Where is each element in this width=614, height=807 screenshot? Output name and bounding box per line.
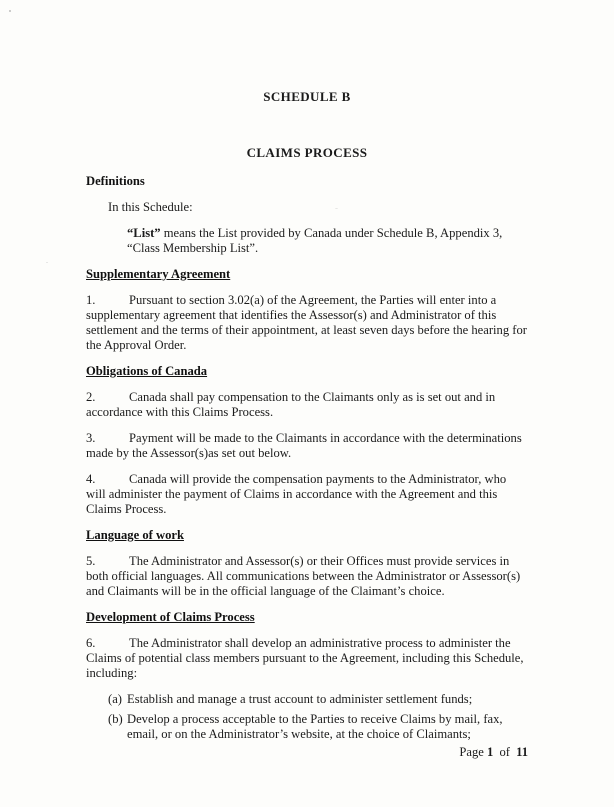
paragraph-2-text: Canada shall pay compensation to the Claimants only as is set out and in accordance with this Claims Process. — [86, 390, 496, 419]
paragraph-5 — [86, 554, 528, 599]
paragraph-4 — [86, 472, 528, 517]
footer-total-pages: 11 — [516, 745, 528, 759]
defined-term: “List” — [127, 226, 161, 240]
list-item-a — [108, 692, 528, 707]
heading-development-of-claims-process: Development of Claims Process — [86, 610, 255, 624]
paragraph-2-number: 2. — [86, 390, 96, 404]
heading-definitions: Definitions — [86, 174, 145, 188]
list-item-b-text: Develop a process acceptable to the Parties to receive Claims by mail, fax, email, or on the Administrator’s website, at the choice of Claimants; — [127, 712, 503, 741]
footer-of-label: of — [499, 745, 510, 759]
list-item-a-marker: (a) — [108, 692, 122, 706]
paragraph-5-number: 5. — [86, 554, 96, 568]
footer-page-label: Page — [459, 745, 484, 759]
paragraph-1-number: 1. — [86, 293, 96, 307]
page-number-footer — [459, 745, 528, 760]
paragraph-2 — [86, 390, 528, 420]
paragraph-4-number: 4. — [86, 472, 96, 486]
paragraph-6-text: The Administrator shall develop an administrative process to administer the Claims of potential class members pursuant to the Agreement, including this Schedule, including: — [86, 636, 524, 680]
paragraph-4-text: Canada will provide the compensation payments to the Administrator, who will administer the payment of Claims in accordance with the Agreement and this Claims Process. — [86, 472, 507, 516]
paragraph-3 — [86, 431, 528, 461]
paragraph-1-text: Pursuant to section 3.02(a) of the Agreement, the Parties will enter into a supplementary agreement that identifies the Assessor(s) and Administrator of this settlement and the terms of their appointment, at least seven days before the hearing for the Approval Order. — [86, 293, 527, 352]
claims-process-title: CLAIMS PROCESS — [246, 145, 368, 160]
paragraph-6-number: 6. — [86, 636, 96, 650]
scan-speck — [9, 10, 11, 12]
list-item-a-text: Establish and manage a trust account to administer settlement funds; — [127, 692, 473, 706]
paragraph-3-text: Payment will be made to the Claimants in accordance with the determinations made by the Assessor(s)as set out below. — [86, 431, 522, 460]
list-item-b — [108, 712, 528, 742]
paragraph-1 — [86, 293, 528, 353]
document-content — [86, 0, 528, 747]
definition-body: means the List provided by Canada under Schedule B, Appendix 3, “Class Membership List”. — [127, 226, 503, 255]
definition-list-term — [127, 226, 528, 256]
footer-page-number: 1 — [486, 745, 494, 759]
scan-speck — [46, 262, 48, 263]
paragraph-6 — [86, 636, 528, 681]
schedule-title: SCHEDULE B — [263, 89, 351, 104]
definitions-intro: In this Schedule: — [108, 200, 193, 214]
heading-obligations-of-canada: Obligations of Canada — [86, 364, 208, 378]
heading-language-of-work: Language of work — [86, 528, 184, 542]
heading-supplementary-agreement: Supplementary Agreement — [86, 267, 231, 281]
list-item-b-marker: (b) — [108, 712, 123, 726]
paragraph-3-number: 3. — [86, 431, 96, 445]
paragraph-5-text: The Administrator and Assessor(s) or their Offices must provide services in both official languages. All communications between the Administrator or Assessor(s) and Claimants will be in the official language of the Claimant’s choice. — [86, 554, 521, 598]
